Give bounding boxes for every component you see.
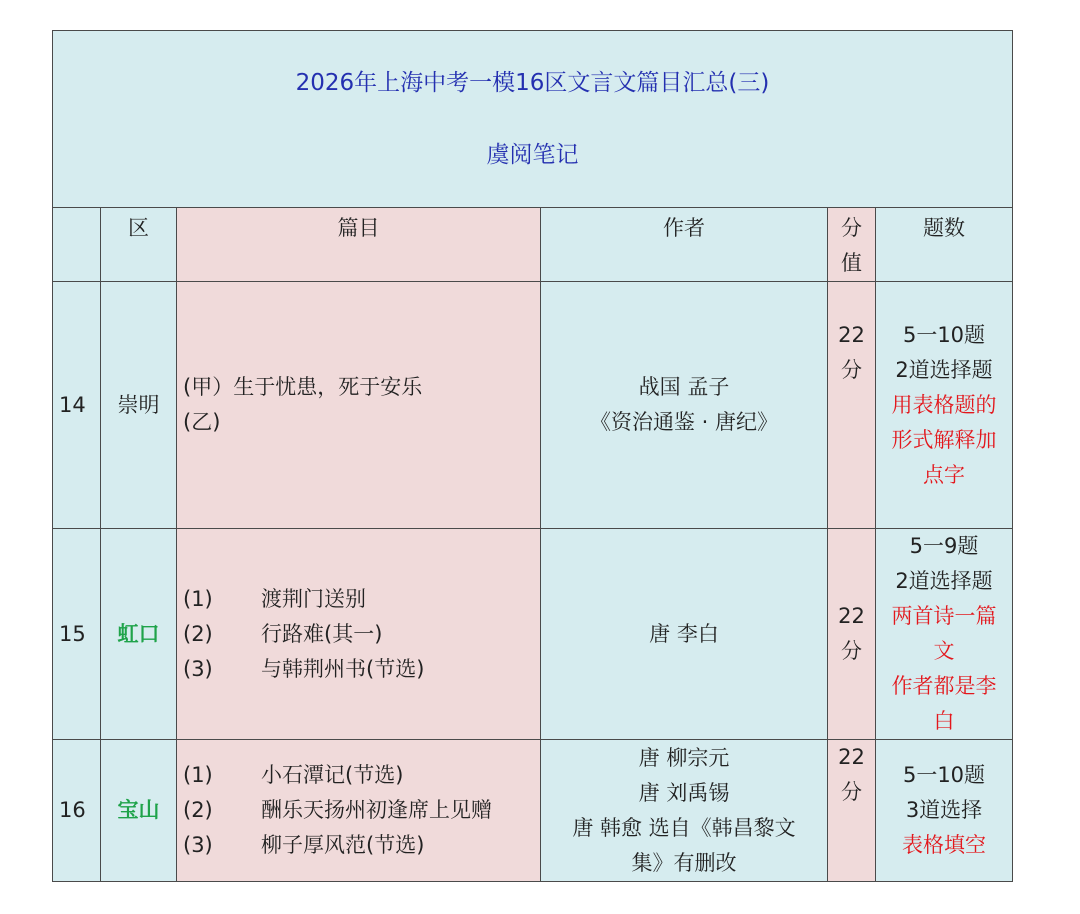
question-line: 5一10题 bbox=[902, 763, 986, 787]
score-unit: 分 bbox=[841, 358, 862, 382]
row-district: 宝山 bbox=[101, 740, 177, 882]
header-questions: 题数 bbox=[876, 208, 1013, 282]
work-index: (3) bbox=[183, 833, 213, 857]
question-line: 2道选择题 bbox=[895, 357, 993, 382]
work-index: (3) bbox=[183, 656, 213, 681]
page-title: 2026年上海中考一模16区文言文篇目汇总(三) bbox=[295, 70, 770, 96]
header-district: 区 bbox=[101, 208, 177, 282]
work-title: (乙) bbox=[183, 410, 221, 434]
work-item bbox=[177, 793, 540, 828]
table-row bbox=[53, 529, 1013, 740]
author-line: 《资治通鉴 · 唐纪》 bbox=[589, 410, 779, 434]
row-questions bbox=[876, 529, 1013, 740]
question-note: 用表格题的 bbox=[891, 392, 997, 417]
header-works: 篇目 bbox=[177, 208, 541, 282]
author-line: 唐 韩愈 选自《韩昌黎文 bbox=[572, 815, 796, 840]
row-author bbox=[541, 282, 828, 529]
question-note: 白 bbox=[933, 709, 955, 733]
work-item bbox=[177, 617, 540, 652]
question-note: 点字 bbox=[923, 462, 965, 487]
question-note: 文 bbox=[933, 639, 955, 663]
header-score-bottom: 值 bbox=[841, 251, 862, 275]
work-title: 与韩荆州书(节选) bbox=[261, 656, 425, 681]
author-line: 战国 孟子 bbox=[638, 375, 730, 399]
score-value: 22 bbox=[838, 604, 865, 628]
row-author bbox=[541, 740, 828, 882]
work-index: (2) bbox=[183, 621, 213, 646]
work-index: (2) bbox=[183, 798, 213, 822]
table-row bbox=[53, 282, 1013, 529]
title-row bbox=[53, 31, 1013, 208]
question-note: 形式解释加 bbox=[891, 427, 997, 452]
work-index: (1) bbox=[183, 586, 213, 611]
row-number: 14 bbox=[53, 282, 101, 529]
author-line: 唐 李白 bbox=[649, 621, 719, 646]
work-item bbox=[177, 582, 540, 617]
summary-table bbox=[52, 30, 1013, 882]
score-value: 22 bbox=[838, 323, 865, 347]
row-score bbox=[828, 740, 876, 882]
work-item bbox=[177, 652, 540, 687]
row-questions bbox=[876, 740, 1013, 882]
row-questions bbox=[876, 282, 1013, 529]
header-score-top: 分 bbox=[841, 216, 862, 240]
author-line: 唐 刘禹锡 bbox=[638, 780, 730, 805]
row-works bbox=[177, 282, 541, 529]
row-score bbox=[828, 282, 876, 529]
work-title: 行路难(其一) bbox=[261, 621, 383, 646]
work-title: (甲）生于忧患，死于安乐 bbox=[183, 375, 423, 399]
row-number: 15 bbox=[53, 529, 101, 740]
row-district: 崇明 bbox=[101, 282, 177, 529]
question-line: 3道选择 bbox=[905, 798, 983, 822]
question-line: 2道选择题 bbox=[895, 569, 993, 593]
row-district: 虹口 bbox=[101, 529, 177, 740]
work-title: 渡荆门送别 bbox=[261, 586, 366, 611]
question-note: 表格填空 bbox=[902, 833, 986, 857]
question-note: 作者都是李 bbox=[891, 674, 997, 698]
question-line: 5一9题 bbox=[909, 534, 979, 558]
work-title: 小石潭记(节选) bbox=[261, 763, 404, 787]
row-works bbox=[177, 529, 541, 740]
row-author bbox=[541, 529, 828, 740]
header-num-cell bbox=[53, 208, 101, 282]
page-subtitle: 虞阅笔记 bbox=[486, 142, 579, 168]
table-row bbox=[53, 740, 1013, 882]
row-works bbox=[177, 740, 541, 882]
row-number: 16 bbox=[53, 740, 101, 882]
column-header-row bbox=[53, 208, 1013, 282]
score-value: 22 bbox=[838, 745, 865, 769]
author-line: 集》有删改 bbox=[631, 850, 737, 875]
score-unit: 分 bbox=[841, 780, 862, 804]
work-index: (1) bbox=[183, 763, 213, 787]
summary-table-container bbox=[52, 30, 1012, 882]
work-title: 柳子厚风范(节选) bbox=[261, 833, 425, 857]
header-author: 作者 bbox=[541, 208, 828, 282]
question-line: 5一10题 bbox=[902, 322, 986, 347]
question-note: 两首诗一篇 bbox=[891, 604, 997, 628]
work-item bbox=[177, 828, 540, 863]
work-title: 酬乐天扬州初逢席上见赠 bbox=[261, 798, 492, 822]
row-score bbox=[828, 529, 876, 740]
header-score bbox=[828, 208, 876, 282]
work-item bbox=[177, 758, 540, 793]
score-unit: 分 bbox=[841, 639, 862, 663]
title-cell bbox=[53, 31, 1013, 208]
author-line: 唐 柳宗元 bbox=[638, 745, 730, 770]
